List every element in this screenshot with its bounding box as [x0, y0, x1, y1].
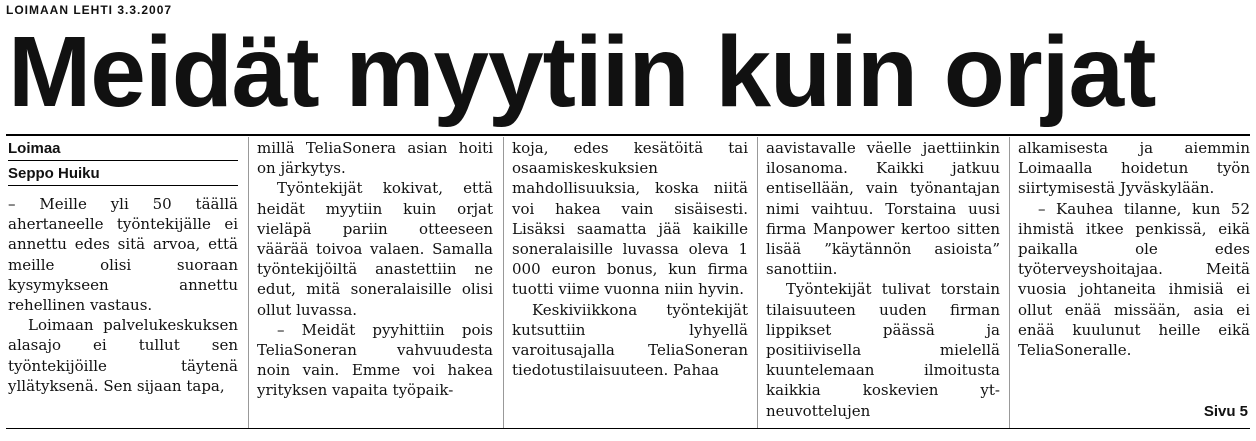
paragraph: millä TeliaSonera asian hoiti on järkytys.	[257, 139, 493, 178]
column-divider	[248, 137, 249, 428]
article-column-5	[1018, 138, 1250, 360]
article-column-4	[766, 138, 1000, 421]
paragraph: alkamisesta ja aiemmin Loimaalla hoidetun työn siirtymisestä Jyväskylään.	[1018, 139, 1250, 198]
byline-place: Loimaa	[8, 140, 61, 157]
paragraph: Loimaan palvelukeskuksen alasajo ei tullut sen työntekijöille täytenä yllätyksenä. Sen sijaan tapa,	[8, 316, 238, 395]
paragraph: koja, edes kesätöitä tai osaamiskeskuksien mahdollisuuksia, koska niitä voi hakea vain sisäisesti. Lisäksi saamatta jää kaikille soneralaisille luvassa oleva 1 000 euron bonus, kun firma tuotti viime vuonna niin hyvin.	[512, 139, 748, 299]
paragraph: Keskiviikkona työntekijät kutsuttiin lyhyellä varoitusajalla TeliaSoneran tiedotustilaisuuteen. Pahaa	[512, 300, 748, 380]
paragraph: – Meille yli 50 täällä ahertaneelle työntekijälle ei annettu edes sitä arvoa, että meille olisi suoraan kysymykseen annettu rehellinen vastaus.	[8, 195, 238, 315]
article-column-3	[512, 138, 748, 380]
article-column-1	[8, 138, 238, 396]
bottom-rule	[6, 428, 1250, 429]
column-divider	[503, 137, 504, 428]
page-reference: Sivu 5	[1203, 403, 1248, 420]
byline-rule	[8, 185, 238, 186]
column-divider	[1009, 137, 1010, 428]
article-column-2	[257, 138, 493, 401]
paragraph: Työntekijät tulivat torstain tilaisuuteen uuden firman lippikset päässä ja positiivisella mielellä kuuntelemaan ilmoitusta kaikkia koskevien yt-neuvottelujen	[766, 280, 1000, 420]
paragraph: Työntekijät kokivat, että heidät myytiin kuin orjat vieläpä pariin otteeseen väärää toivoa valaen. Samalla työntekijöiltä anastettiin ne edut, mitä soneralaisille olisi ollut luvassa.	[257, 179, 493, 319]
headline-rule	[6, 134, 1250, 136]
byline-rule	[8, 160, 238, 161]
column-divider	[757, 137, 758, 428]
byline-author: Seppo Huiku	[8, 165, 100, 182]
paragraph: aavistavalle väelle jaettiinkin ilosanoma. Kaikki jatkuu entisellään, vain työnantajan nimi vaihtuu. Torstaina uusi firma Manpower kertoo sitten lisää ”käytännön asioista” sanottiin.	[766, 139, 1000, 279]
paragraph: – Meidät pyyhittiin pois TeliaSoneran vahvuudesta noin vain. Emme voi hakea yrityksen vapaita työpaik-	[257, 320, 493, 400]
headline: Meidät myytiin kuin orjat	[8, 16, 1156, 128]
masthead: LOIMAAN LEHTI 3.3.2007	[6, 3, 173, 17]
paragraph: – Kauhea tilanne, kun 52 ihmistä itkee penkissä, eikä paikalla ole edes työterveyshoitajaa. Meitä vuosia johtaneita ihmisiä ei ollut enää missään, asia ei enää kuulunut heille eikä TeliaSoneralle.	[1018, 199, 1250, 360]
